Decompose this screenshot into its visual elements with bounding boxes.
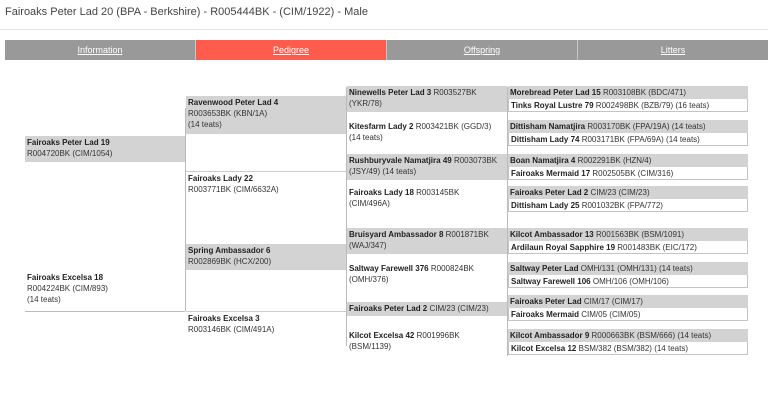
animal-name: Kilcot Excelsa 12 bbox=[511, 344, 577, 353]
animal-registration: R001563BK (BSM/1091) bbox=[595, 230, 685, 239]
animal-name: Kitesfarm Lady 2 bbox=[349, 122, 414, 131]
animal-registration-detail: (YKR/78) bbox=[349, 99, 382, 108]
animal-registration-detail: (JSY/49) (14 teats) bbox=[349, 167, 417, 176]
animal-name: Fairoaks Lady 18 bbox=[349, 188, 414, 197]
animal-name: Fairoaks Peter Lad 19 bbox=[27, 138, 110, 147]
animal-registration: R003527BK bbox=[433, 88, 477, 97]
pedigree-gen3-cell[interactable] bbox=[347, 228, 507, 254]
animal-name: Fairoaks Peter Lad 2 bbox=[510, 188, 589, 197]
tab-offspring[interactable]: Offspring bbox=[387, 40, 578, 60]
animal-teats: (14 teats) bbox=[27, 295, 61, 304]
pedigree-gen3-cell[interactable] bbox=[347, 329, 507, 355]
animal-registration: R004224BK (CIM/893) bbox=[27, 284, 108, 293]
animal-name: Saltway Farewell 106 bbox=[511, 277, 591, 286]
animal-name: Fairoaks Peter Lad 2 bbox=[349, 304, 428, 313]
animal-registration: R002505BK (CIM/316) bbox=[592, 169, 674, 178]
pedigree-gen4-cell[interactable] bbox=[508, 295, 748, 308]
animal-name: Fairoaks Mermaid bbox=[511, 310, 580, 319]
animal-registration: OMH/131 (OMH/131) (14 teats) bbox=[580, 264, 693, 273]
pedigree-gen3-cell[interactable] bbox=[347, 154, 507, 180]
animal-name: Dittisham Namatjira bbox=[510, 122, 586, 131]
animal-name: Bruisyard Ambassador 8 bbox=[349, 230, 444, 239]
animal-name: Kilcot Ambassador 13 bbox=[510, 230, 594, 239]
animal-registration: R000663BK (BSM/666) (14 teats) bbox=[591, 331, 712, 340]
animal-registration: R002869BK (HCX/200) bbox=[188, 257, 272, 266]
pedigree-gen3-cell[interactable] bbox=[347, 186, 507, 212]
animal-registration: R003146BK (CIM/491A) bbox=[188, 325, 275, 334]
animal-name: Saltway Farewell 376 bbox=[349, 264, 429, 273]
title-divider bbox=[0, 29, 768, 30]
animal-name: Fairoaks Lady 22 bbox=[188, 174, 253, 183]
pedigree-gen4-cell[interactable] bbox=[508, 154, 748, 167]
pedigree-gen3-cell[interactable] bbox=[347, 120, 507, 146]
pedigree-gen4-cell[interactable] bbox=[508, 275, 748, 288]
pedigree-gen3-cell[interactable] bbox=[347, 86, 507, 112]
pedigree-gen4-cell[interactable] bbox=[508, 241, 748, 254]
animal-registration: R003108BK (BDC/471) bbox=[602, 88, 687, 97]
animal-registration: R004720BK (CIM/1054) bbox=[27, 149, 113, 158]
animal-registration: OMH/106 (OMH/106) bbox=[592, 277, 669, 286]
animal-registration: R003771BK (CIM/6632A) bbox=[188, 185, 279, 194]
page-title: Fairoaks Peter Lad 20 (BPA - Berkshire) - R005444BK - (CIM/1922) - Male bbox=[5, 6, 368, 18]
animal-registration-detail: (CIM/496A) bbox=[349, 199, 390, 208]
animal-registration: R003421BK (GGD/3) bbox=[415, 122, 492, 131]
pedigree-granddam-paternal[interactable] bbox=[186, 171, 346, 197]
pedigree-gen4-cell[interactable] bbox=[508, 133, 748, 146]
animal-registration: R001483BK (EIC/172) bbox=[617, 243, 697, 252]
animal-name: Spring Ambassador 6 bbox=[188, 246, 271, 255]
pedigree-granddam-maternal[interactable] bbox=[186, 311, 346, 337]
animal-registration: R003145BK bbox=[416, 188, 460, 197]
animal-registration: R003171BK (FPA/69A) (14 teats) bbox=[581, 135, 700, 144]
animal-name: Dittisham Lady 74 bbox=[511, 135, 580, 144]
animal-name: Ardilaun Royal Sapphire 19 bbox=[511, 243, 616, 252]
animal-registration-detail: (OMH/376) bbox=[349, 275, 389, 284]
pedigree-gen4-cell[interactable] bbox=[508, 86, 748, 99]
animal-registration: R001871BK bbox=[445, 230, 489, 239]
pedigree-gen4-cell[interactable] bbox=[508, 99, 748, 112]
animal-name: Fairoaks Excelsa 3 bbox=[188, 314, 260, 323]
pedigree-dam[interactable] bbox=[25, 271, 185, 311]
animal-name: Saltway Peter Lad bbox=[510, 264, 579, 273]
animal-name: Kilcot Ambassador 9 bbox=[510, 331, 590, 340]
animal-registration: R002291BK (HZN/4) bbox=[577, 156, 652, 165]
bracket-line bbox=[25, 311, 185, 312]
pedigree-gen4-cell[interactable] bbox=[508, 228, 748, 241]
animal-registration: R003170BK (FPA/19A) (14 teats) bbox=[587, 122, 706, 131]
tab-pedigree[interactable]: Pedigree bbox=[196, 40, 387, 60]
animal-registration: BSM/382 (BSM/382) (14 teats) bbox=[578, 344, 688, 353]
animal-registration: R002498BK (BZB/79) (16 teats) bbox=[595, 101, 710, 110]
animal-registration: CIM/17 (CIM/17) bbox=[583, 297, 643, 306]
animal-registration: R001996BK bbox=[416, 331, 460, 340]
animal-teats: (14 teats) bbox=[188, 120, 222, 129]
tab-bar bbox=[5, 40, 768, 60]
tab-litters[interactable]: Litters bbox=[578, 40, 768, 60]
pedigree-gen4-cell[interactable] bbox=[508, 120, 748, 133]
animal-registration: R000824BK bbox=[430, 264, 474, 273]
animal-name: Fairoaks Mermaid 17 bbox=[511, 169, 591, 178]
animal-registration: R003653BK (KBN/1A) bbox=[188, 109, 268, 118]
tab-information[interactable]: Information bbox=[5, 40, 196, 60]
animal-registration: CIM/23 (CIM/23) bbox=[429, 304, 489, 313]
animal-name: Boan Namatjira 4 bbox=[510, 156, 576, 165]
animal-name: Ninewells Peter Lad 3 bbox=[349, 88, 432, 97]
animal-registration-detail: (BSM/1139) bbox=[349, 342, 392, 351]
animal-name: Fairoaks Peter Lad bbox=[510, 297, 582, 306]
pedigree-gen4-cell[interactable] bbox=[508, 308, 748, 321]
animal-registration-detail: (WAJ/347) bbox=[349, 241, 387, 250]
bracket-line bbox=[185, 108, 186, 311]
pedigree-gen4-cell[interactable] bbox=[508, 342, 748, 355]
pedigree-grandsire-paternal[interactable] bbox=[186, 96, 346, 134]
animal-registration-detail: (14 teats) bbox=[349, 133, 383, 142]
pedigree-gen4-cell[interactable] bbox=[508, 262, 748, 275]
pedigree-grandsire-maternal[interactable] bbox=[186, 244, 346, 270]
pedigree-gen4-cell[interactable] bbox=[508, 199, 748, 212]
pedigree-sire[interactable] bbox=[25, 136, 185, 162]
pedigree-gen3-cell[interactable] bbox=[347, 302, 507, 316]
animal-name: Kilcot Excelsa 42 bbox=[349, 331, 415, 340]
animal-registration: R001032BK (FPA/772) bbox=[581, 201, 663, 210]
animal-name: Morebread Peter Lad 15 bbox=[510, 88, 601, 97]
pedigree-gen4-cell[interactable] bbox=[508, 186, 748, 199]
animal-name: Tinks Royal Lustre 79 bbox=[511, 101, 594, 110]
animal-name: Rushburyvale Namatjira 49 bbox=[349, 156, 452, 165]
animal-registration: R003073BK bbox=[453, 156, 498, 165]
animal-registration: CIM/23 (CIM/23) bbox=[590, 188, 650, 197]
pedigree-gen4-cell[interactable] bbox=[508, 329, 748, 342]
animal-name: Ravenwood Peter Lad 4 bbox=[188, 98, 279, 107]
animal-registration: CIM/05 (CIM/05) bbox=[581, 310, 641, 319]
animal-name: Fairoaks Excelsa 18 bbox=[27, 273, 104, 282]
pedigree-gen4-cell[interactable] bbox=[508, 167, 748, 180]
pedigree-gen3-cell[interactable] bbox=[347, 262, 507, 288]
animal-name: Dittisham Lady 25 bbox=[511, 201, 580, 210]
